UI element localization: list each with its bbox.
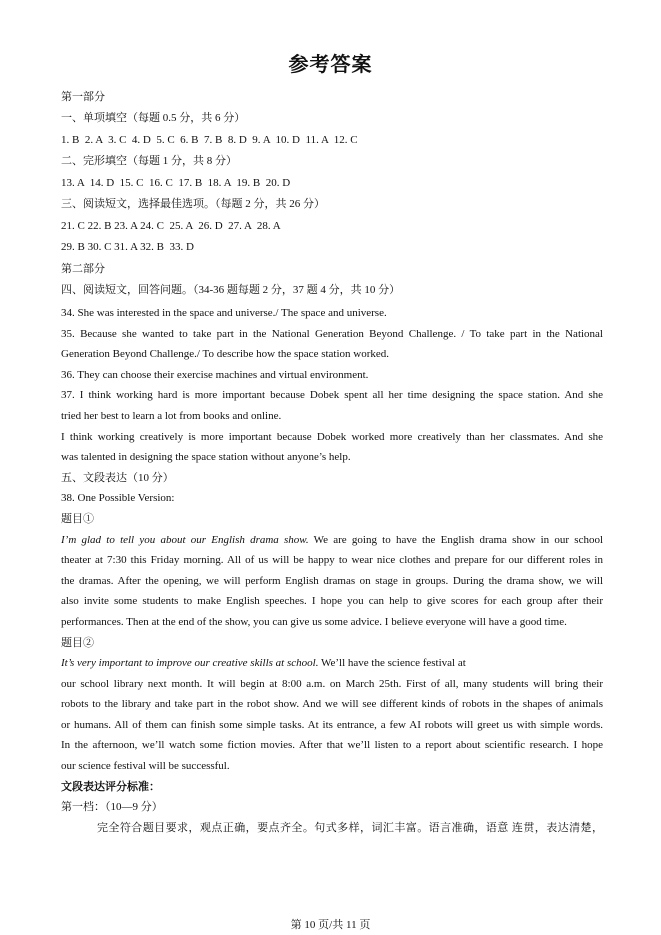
single-choice-answers: 1. B 2. A 3. C 4. D 5. C 6. B 7. B 8. D 9. A 10. D 11. A 12. C <box>61 133 358 146</box>
version-label: 38. One Possible Version: <box>61 492 175 505</box>
topic-2-label: 题目② <box>61 636 94 649</box>
writing-heading: 五、文段表达（10 分） <box>61 471 174 484</box>
answer-37-line: tried her best to learn a lot from books and online. <box>61 409 282 422</box>
topic-2-first-line-rest: We’ll have the science festival at <box>318 657 466 670</box>
answer-36: 36. They can choose their exercise machines and virtual environment. <box>61 368 369 381</box>
answer-35-line: Generation Beyond Challenge./ To describe how the space station worked. <box>61 348 390 361</box>
page-number: 第 10 页/共 11 页 <box>290 919 371 931</box>
reading-choice-answers-line: 21. C 22. B 23. A 24. C 25. A 26. D 27. A 28. A <box>61 219 281 232</box>
topic-1-first-line-rest: We are going to have the English drama show in our school <box>308 533 604 546</box>
topic-2-first-line <box>61 653 603 674</box>
answer-37-line: 37. I think working hard is more important because Dobek spent all her time designing the space station. And she <box>61 389 603 402</box>
topic-1-line: theater at 7:30 this Friday morning. All of us will be happy to wear nice clothes and prepare for our different roles in <box>61 554 603 567</box>
part-one-label: 第一部分 <box>61 91 105 103</box>
single-choice-heading: 一、单项填空（每题 0.5 分，共 6 分） <box>61 112 246 125</box>
topic-1-line: the dramas. After the opening, we will perform English dramas on stage in groups. During the drama show, we will <box>61 574 603 587</box>
topic-2-line: or humans. All of them can finish some simple tasks. At its entrance, a few AI robots will greet us with simple words. <box>61 718 603 731</box>
topic-2-line: our science festival will be successful. <box>61 760 230 773</box>
part-two-label: 第二部分 <box>61 262 105 275</box>
reading-questions-heading: 四、阅读短文，回答问题。（34-36 题每题 2 分，37 题 4 分，共 10 分） <box>61 283 401 296</box>
topic-2-line: robots to the library and take part in the robot show. And we will see different kinds of robots in the shapes of animals <box>61 698 603 711</box>
topic-2-line: our school library next month. It will begin at 8:00 a.m. on March 25th. First of all, many students will bring their <box>61 677 603 690</box>
tier-1-description: 完全符合题目要求，观点正确，要点齐全。句式多样，词汇丰富。语言准确，语意 连贯，表达清楚， <box>97 821 603 834</box>
answer-34: 34. She was interested in the space and universe./ The space and universe. <box>61 307 387 319</box>
topic-1-first-line <box>61 530 603 551</box>
part-two-section <box>61 303 603 838</box>
reading-choice-answers-line: 29. B 30. C 31. A 32. B 33. D <box>61 241 194 254</box>
tier-1-label: 第一档：（10—9 分） <box>61 801 163 814</box>
topic-2-line: In the afternoon, we’ll watch some fiction movies. After that we’ll listen to a report about scientific research. I hope <box>61 739 603 752</box>
reading-choice-heading: 三、阅读短文，选择最佳选项。（每题 2 分，共 26 分） <box>61 198 325 211</box>
cloze-answers: 13. A 14. D 15. C 16. C 17. B 18. A 19. B 20. D <box>61 176 291 189</box>
topic-1-line: also invite some students to make English speeches. I hope you can help to give scores for each group after their <box>61 595 603 608</box>
topic-1-label: 题目① <box>61 512 94 525</box>
topic-1-line: performances. Then at the end of the show, you can give us some advice. I believe everyone will have a good time. <box>61 615 567 628</box>
topic-1-lead: I’m glad to tell you about our English drama show. <box>61 533 309 546</box>
part-one-section <box>61 87 603 301</box>
answer-37-line: I think working creatively is more important because Dobek worked more creatively than her classmates. And she <box>61 430 603 443</box>
answer-37-line: was talented in designing the space station without anyone’s help. <box>61 451 351 464</box>
topic-2-lead: It’s very important to improve our creative skills at school. <box>61 657 319 670</box>
page-title: 参考答案 <box>288 54 373 76</box>
answer-35-line: 35. Because she wanted to take part in the National Generation Beyond Challenge. / To take part in the National <box>61 327 603 340</box>
cloze-heading: 二、完形填空（每题 1 分，共 8 分） <box>61 155 237 168</box>
scoring-heading: 文段表达评分标准： <box>61 780 160 793</box>
